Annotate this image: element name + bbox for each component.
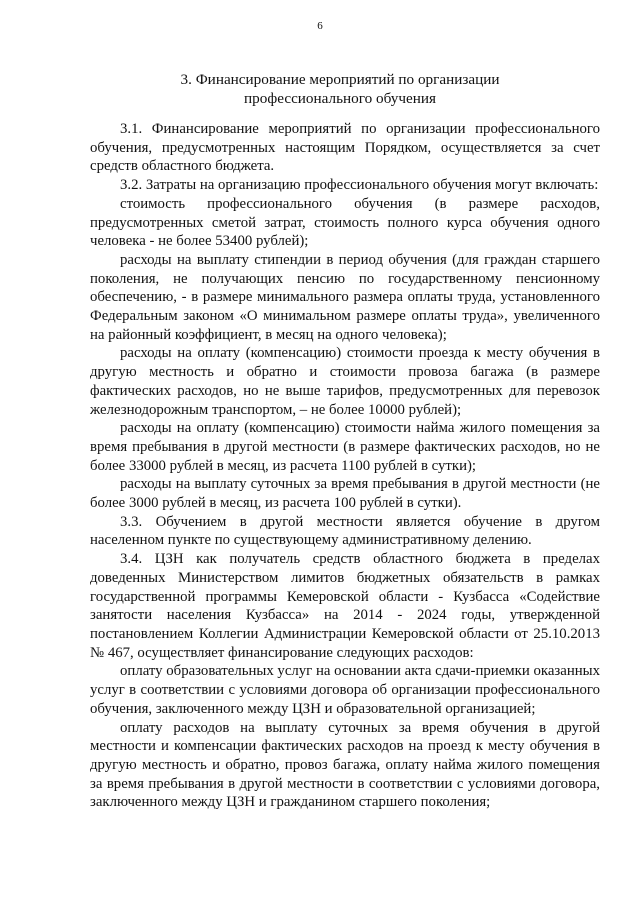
paragraph-3-3: 3.3. Обучением в другой местности является обучение в другом населенном пункте по существующему административному делению.: [90, 513, 600, 549]
list-item-per-diem: расходы на выплату суточных за время пребывания в другой местности (не более 3000 рублей в месяц, из расчета 100 рублей в сутки).: [90, 476, 600, 512]
list-item-travel: расходы на оплату (компенсацию) стоимости проезда к месту обучения в другую местность и обратно и стоимости провоза багажа (в размере фактических расходов, но не выше тарифов, предусмотренных для перевозок железнодорожным транспортом, – не более 10000 рублей);: [90, 345, 600, 418]
section-heading: [90, 70, 590, 108]
list-item-stipend: расходы на выплату стипендии в период обучения (для граждан старшего поколения, не получающих пенсию по государственному пенсионному обеспечению, - в размере минимального размера оплаты труда, установленного Федеральным законом «О минимальном размере оплаты труда», увеличенного на районный коэффициент, в месяц на одного человека);: [90, 251, 600, 343]
section-heading-line-2: профессионального обучения: [244, 90, 436, 107]
document-body: [90, 120, 600, 812]
list-item-expenses-payment: оплату расходов на выплату суточных за время обучения в другой местности и компенсации фактических расходов на проезд к месту обучения в другую местность и обратно, провоз багажа, оплату найма жилого помещения за время пребывания в другой местности в соответствии с условиями договора, заключенного между ЦЗН и гражданином старшего поколения;: [90, 719, 600, 811]
list-item-housing: расходы на оплату (компенсацию) стоимости найма жилого помещения за время пребывания в другой местности (в размере фактических расходов, но не более 33000 рублей в месяц, из расчета 1100 рублей в сутки);: [90, 420, 600, 474]
paragraph-3-2: 3.2. Затраты на организацию профессионального обучения могут включать:: [120, 177, 599, 194]
paragraph-3-4: 3.4. ЦЗН как получатель средств областного бюджета в пределах доведенных Министерством лимитов бюджетных обязательств в рамках государственной программы Кемеровской области - Кузбасса «Содействие занятости населения Кузбасса» на 2014 - 2024 годы, утвержденной постановлением Коллегии Администрации Кемеровской области от 25.10.2013 № 467, осуществляет финансирование следующих расходов:: [90, 551, 600, 661]
list-item-education-payment: оплату образовательных услуг на основании акта сдачи-приемки оказанных услуг в соответствии с условиями договора об организации профессионального обучения, заключенного между ЦЗН и образовательной организацией;: [90, 663, 600, 717]
section-heading-line-1: 3. Финансирование мероприятий по организации: [180, 71, 500, 88]
page-number: 6: [317, 20, 323, 32]
list-item-training-cost: стоимость профессионального обучения (в размере расходов, предусмотренных сметой затрат, стоимость полного курса обучения одного человека - не более 53400 рублей);: [90, 195, 600, 250]
paragraph-3-1: 3.1. Финансирование мероприятий по организации профессионального обучения, предусмотренных настоящим Порядком, осуществляется за счет средств областного бюджета.: [90, 121, 600, 175]
